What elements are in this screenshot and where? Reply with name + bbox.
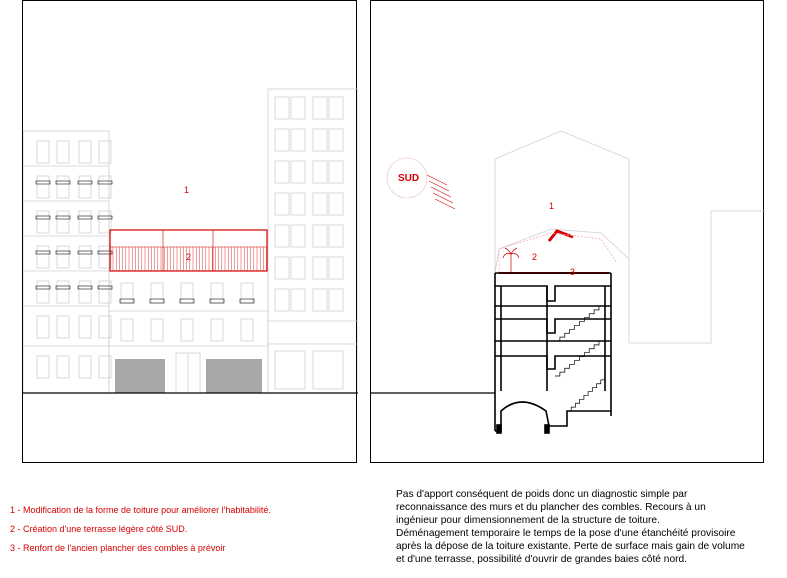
window [57, 281, 69, 303]
garage-door-left [115, 359, 165, 393]
section-panel [370, 0, 764, 463]
window [57, 356, 69, 378]
window [151, 319, 163, 341]
left-neighbour-building [23, 131, 111, 393]
window [291, 97, 305, 119]
window [57, 246, 69, 268]
description-line-4: Déménagement temporaire le temps de la pose d'une étanchéité provisoire [396, 528, 736, 539]
balcony-rail [36, 251, 50, 254]
balcony-rail [56, 181, 70, 184]
balcony-rail [56, 251, 70, 254]
building-section-structure [495, 273, 611, 433]
window [329, 161, 343, 183]
window [291, 161, 305, 183]
window [37, 211, 49, 233]
window [241, 283, 253, 303]
window [79, 141, 91, 163]
balcony-rail [78, 181, 92, 184]
description-line-2: reconnaissance des murs et du plancher des combles. Recours à un [396, 502, 706, 513]
balcony-rail [120, 299, 134, 303]
balcony-rail [78, 216, 92, 219]
window [275, 97, 289, 119]
window [329, 193, 343, 215]
elevation-panel [22, 0, 357, 463]
window [79, 356, 91, 378]
legend-item-3: 3 - Renfort de l'ancien plancher des combles à prévoir [10, 543, 226, 553]
window [329, 257, 343, 279]
elevation-label-2: 2 [186, 252, 192, 262]
window [329, 225, 343, 247]
window [181, 283, 193, 303]
stair-flight [555, 341, 599, 376]
balcony-rail [240, 299, 254, 303]
garage-door-right [206, 359, 262, 393]
balcony-rail [78, 286, 92, 289]
stair-flight [567, 376, 605, 411]
description [396, 488, 768, 566]
window [57, 211, 69, 233]
section-drawing [371, 1, 765, 464]
sun-ray [427, 175, 447, 185]
window [275, 161, 289, 183]
window [275, 257, 289, 279]
ghost-outlines [495, 131, 765, 343]
balcony-rail [78, 251, 92, 254]
window [57, 141, 69, 163]
sun-ray [431, 187, 451, 197]
sun-ray [435, 199, 455, 209]
balcony-rail [56, 286, 70, 289]
window [291, 129, 305, 151]
window [313, 129, 327, 151]
window [37, 176, 49, 198]
sun-ray [433, 193, 453, 203]
window [37, 316, 49, 338]
section-label-3: 3 [570, 267, 576, 277]
window [291, 193, 305, 215]
balcony-rail [150, 299, 164, 303]
window [313, 225, 327, 247]
legend [10, 501, 271, 558]
window [151, 283, 163, 303]
window [37, 281, 49, 303]
description-line-3: ingénieur pour dimensionnement de la structure de toiture. [396, 515, 660, 526]
window [291, 289, 305, 311]
balcony-rail [56, 216, 70, 219]
window [37, 141, 49, 163]
section-label-1: 1 [549, 201, 555, 211]
window [181, 319, 193, 341]
balcony-rail [98, 216, 112, 219]
legend-item-2: 2 - Création d'une terrasse légère côté SUD. [10, 524, 188, 534]
window [121, 283, 133, 303]
window [79, 246, 91, 268]
legend-item-1: 1 - Modification de la forme de toiture pour améliorer l'habitabilité. [10, 505, 271, 515]
balcony-rail [36, 181, 50, 184]
window [313, 97, 327, 119]
sun-ray [429, 181, 449, 191]
right-neighbour-building [268, 89, 358, 393]
window [37, 246, 49, 268]
window [313, 257, 327, 279]
window [313, 289, 327, 311]
elevation-drawing [23, 1, 358, 464]
window [79, 176, 91, 198]
window [313, 193, 327, 215]
window [211, 283, 223, 303]
window [313, 161, 327, 183]
new-roof-section [499, 231, 617, 273]
window [79, 211, 91, 233]
window [329, 97, 343, 119]
compass-label: SUD [398, 173, 420, 184]
compass-sud [387, 158, 455, 209]
elevation-label-1: 1 [184, 185, 190, 195]
window [79, 316, 91, 338]
stair-flight [555, 306, 599, 341]
window [313, 351, 343, 389]
window [57, 176, 69, 198]
window [275, 225, 289, 247]
description-line-1: Pas d'apport conséquent de poids donc un diagnostic simple par [396, 489, 688, 500]
new-roof-volume [110, 230, 267, 271]
palm-tree-icon [503, 248, 519, 273]
window [275, 193, 289, 215]
window [121, 319, 133, 341]
description-line-5: après la dépose de la toiture existante. Perte de surface mais gain de volume [396, 541, 745, 552]
window [79, 281, 91, 303]
window [37, 356, 49, 378]
section-label-2: 2 [532, 252, 538, 262]
window [241, 319, 253, 341]
window [329, 129, 343, 151]
entrance-door [176, 353, 200, 393]
balcony-rail [98, 286, 112, 289]
window [291, 225, 305, 247]
window [291, 257, 305, 279]
balcony-rail [36, 286, 50, 289]
balcony-rail [36, 216, 50, 219]
window [275, 129, 289, 151]
window [211, 319, 223, 341]
window [329, 289, 343, 311]
balcony-rail [98, 181, 112, 184]
description-line-6: et d'une terrasse, possibilité d'ouvrir de grandes baies côté nord. [396, 554, 688, 565]
window [57, 316, 69, 338]
balcony-rail [180, 299, 194, 303]
window [275, 289, 289, 311]
balcony-rail [210, 299, 224, 303]
window [275, 351, 305, 389]
